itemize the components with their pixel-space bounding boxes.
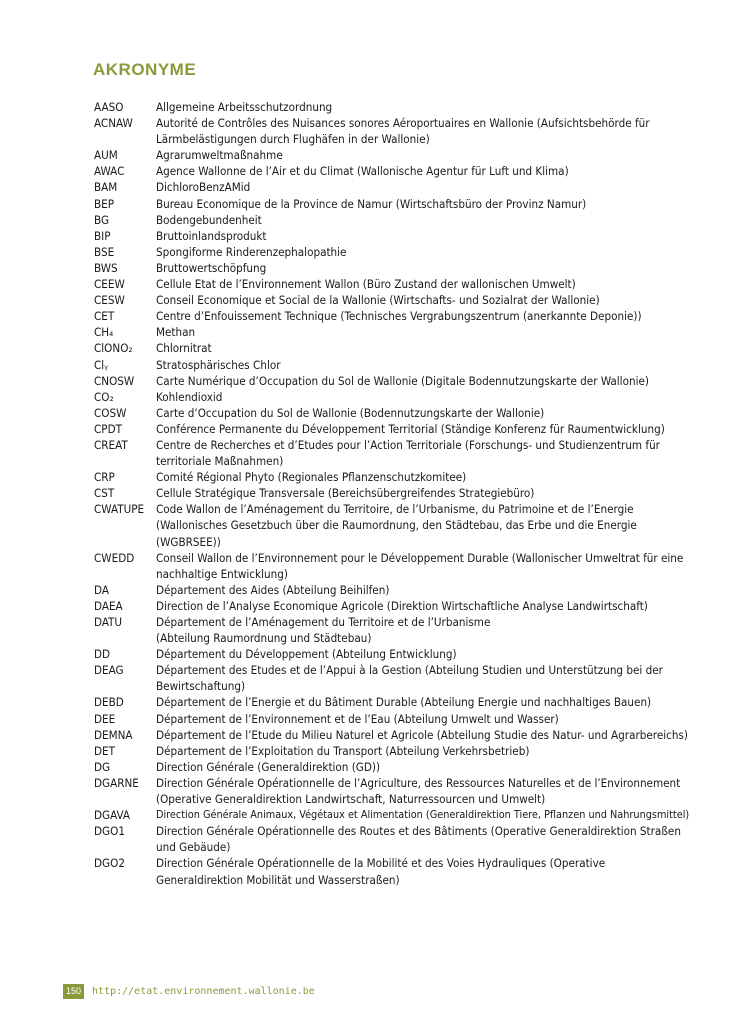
acronym-abbreviation: CH₄ (94, 325, 114, 340)
acronym-abbreviation: BEP (94, 196, 115, 211)
acronym-definition: Chlornitrat (156, 341, 212, 356)
page-footer (63, 984, 315, 999)
acronym-row (94, 550, 694, 582)
acronym-row (94, 228, 694, 244)
acronym-definition: Comité Régional Phyto (Regionales Pflanzenschutzkomitee) (156, 470, 467, 485)
acronym-abbreviation: DAEA (94, 598, 123, 613)
acronym-row (94, 115, 694, 147)
acronym-abbreviation: CPDT (94, 421, 122, 436)
acronym-definition: Centre de Recherches et d’Etudes pour l’Action Territoriale (Forschungs- und Studienzentrum für territoriale Maßnahmen) (156, 437, 660, 469)
acronym-abbreviation: CST (94, 486, 115, 501)
acronym-abbreviation: CO₂ (94, 389, 114, 404)
acronym-row (94, 244, 694, 260)
acronym-abbreviation: Clᵧ (94, 357, 109, 372)
acronym-row (94, 646, 694, 662)
acronym-definition: Bodengebundenheit (156, 212, 262, 227)
acronym-row (94, 759, 694, 775)
acronym-abbreviation: DA (94, 582, 109, 597)
acronym-abbreviation: DGARNE (94, 775, 139, 790)
acronym-abbreviation: CREAT (94, 437, 128, 452)
acronym-abbreviation: BG (94, 212, 110, 227)
acronym-row (94, 373, 694, 389)
acronym-row (94, 421, 694, 437)
acronym-definition: Bureau Economique de la Province de Namur (Wirtschaftsbüro der Provinz Namur) (156, 196, 587, 211)
acronym-definition: Cellule Stratégique Transversale (Bereichsübergreifendes Strategiebüro) (156, 486, 535, 501)
page-number: 150 (63, 984, 84, 999)
acronym-row (94, 614, 694, 646)
acronym-abbreviation: DGO2 (94, 856, 125, 871)
acronym-abbreviation: BAM (94, 180, 118, 195)
acronym-definition: Autorité de Contrôles des Nuisances sonores Aéroportuaires en Wallonie (Aufsichtsbehörde für Lärmbelästigungen durch Flughäfen in der Wallonie) (156, 116, 650, 147)
acronym-row (94, 807, 694, 823)
acronym-definition: Département de l’Aménagement du Territoire et de l’Urbanisme (Abteilung Raumordnung und Städtebau) (156, 615, 491, 646)
acronym-row (94, 694, 694, 710)
acronym-definition: Methan (156, 325, 196, 340)
acronym-row (94, 179, 694, 195)
acronym-row (94, 469, 694, 485)
acronym-definition: Spongiforme Rinderenzephalopathie (156, 244, 347, 259)
acronym-abbreviation: DG (94, 759, 111, 774)
acronym-list (94, 99, 694, 888)
acronym-row (94, 711, 694, 727)
acronym-definition: Département de l’Energie et du Bâtiment Durable (Abteilung Energie und nachhaltiges Bauen) (156, 695, 652, 710)
acronym-abbreviation: AWAC (94, 164, 125, 179)
acronym-abbreviation: AASO (94, 100, 124, 114)
acronym-row (94, 743, 694, 759)
acronym-row (94, 662, 694, 694)
acronym-row (94, 357, 694, 373)
acronym-row (94, 855, 694, 887)
acronym-abbreviation: BWS (94, 260, 118, 275)
acronym-row (94, 99, 694, 115)
acronym-definition: Carte Numérique d’Occupation du Sol de Wallonie (Digitale Bodennutzungskarte der Wallonie) (156, 373, 649, 388)
acronym-row (94, 727, 694, 743)
acronym-definition: Département des Aides (Abteilung Beihilfen) (156, 582, 390, 597)
acronym-abbreviation: DEMNA (94, 727, 133, 742)
acronym-abbreviation: DGO1 (94, 824, 125, 839)
acronym-abbreviation: DATU (94, 615, 123, 629)
acronym-abbreviation: CESW (94, 293, 125, 308)
acronym-abbreviation: BIP (94, 228, 111, 243)
acronym-row (94, 437, 694, 469)
acronym-row (94, 823, 694, 855)
acronym-row (94, 501, 694, 549)
acronym-definition: Conseil Wallon de l’Environnement pour le Développement Durable (Wallonischer Umweltrat für eine nachhaltige Entwicklung) (156, 550, 684, 581)
acronym-definition: Conférence Permanente du Développement Territorial (Ständige Konferenz für Raumentwicklung) (156, 421, 665, 436)
acronym-abbreviation: COSW (94, 405, 127, 420)
acronym-row (94, 163, 694, 179)
acronym-definition: Bruttowertschöpfung (156, 260, 267, 275)
acronym-abbreviation: CNOSW (94, 373, 135, 388)
acronym-abbreviation: BSE (94, 244, 115, 259)
acronym-row (94, 324, 694, 340)
acronym-definition: Bruttoinlandsprodukt (156, 228, 267, 243)
acronym-definition: Direction de l’Analyse Economique Agricole (Direktion Wirtschaftliche Analyse Landwirtschaft) (156, 598, 648, 613)
acronym-row (94, 196, 694, 212)
acronym-definition: Département de l’Etude du Milieu Naturel et Agricole (Abteilung Studie des Natur- und Agrarbereichs) (156, 727, 688, 742)
page-title: AKRONYME (93, 60, 197, 79)
acronym-abbreviation: CWEDD (94, 550, 135, 565)
acronym-definition: DichloroBenzAMid (156, 180, 251, 195)
acronym-definition: Kohlendioxid (156, 389, 223, 404)
acronym-definition: Carte d’Occupation du Sol de Wallonie (Bodennutzungskarte der Wallonie) (156, 405, 545, 420)
acronym-abbreviation: ACNAW (94, 116, 133, 131)
acronym-definition: Direction Générale (Generaldirektion (GD)) (156, 759, 381, 774)
acronym-definition: Centre d’Enfouissement Technique (Technisches Vergrabungszentrum (anerkannte Deponie)) (156, 309, 642, 324)
acronym-row (94, 308, 694, 324)
acronym-abbreviation: CET (94, 309, 115, 324)
acronym-row (94, 389, 694, 405)
acronym-abbreviation: DEBD (94, 695, 124, 710)
acronym-abbreviation: DEE (94, 711, 116, 726)
acronym-row (94, 212, 694, 228)
acronym-row (94, 292, 694, 308)
acronym-row (94, 485, 694, 501)
acronym-definition: Agrarumweltmaßnahme (156, 148, 283, 163)
acronym-row (94, 598, 694, 614)
acronym-definition: Agence Wallonne de l’Air et du Climat (Wallonische Agentur für Luft und Klima) (156, 164, 569, 179)
acronym-definition: Département des Etudes et de l’Appui à la Gestion (Abteilung Studien und Unterstützung bei der Bewirtschaftung) (156, 663, 663, 694)
acronym-definition: Direction Générale Opérationnelle des Routes et des Bâtiments (Operative Generaldirektion Straßen und Gebäude) (156, 824, 681, 855)
acronym-row (94, 775, 694, 807)
acronym-definition: Conseil Economique et Social de la Wallonie (Wirtschafts- und Sozialrat der Wallonie) (156, 293, 600, 308)
acronym-row (94, 260, 694, 276)
acronym-row (94, 582, 694, 598)
acronym-definition: Département de l’Environnement et de l’Eau (Abteilung Umwelt und Wasser) (156, 711, 559, 726)
acronym-abbreviation: DET (94, 743, 115, 758)
acronym-definition: Direction Générale Opérationnelle de l’Agriculture, des Ressources Naturelles et de l’Environnement (Operative Generaldirektion Landwirtschaft, Naturressourcen und Umwelt) (156, 775, 681, 807)
acronym-abbreviation: DD (94, 647, 111, 662)
acronym-abbreviation: CEEW (94, 277, 125, 292)
acronym-row (94, 340, 694, 356)
acronym-abbreviation: DEAG (94, 663, 124, 678)
acronym-abbreviation: DGAVA (94, 808, 131, 823)
acronym-row (94, 276, 694, 292)
acronym-definition: Code Wallon de l’Aménagement du Territoire, de l’Urbanisme, du Patrimoine et de l’Energie (Wallonisches Gesetzbuch über die Raumordnung, den Städtebau, das Erbe und die Energie (WGBRSEE)) (156, 502, 637, 549)
acronym-definition: Allgemeine Arbeitsschutzordnung (156, 100, 333, 114)
acronym-row (94, 405, 694, 421)
acronym-definition: Département du Développement (Abteilung Entwicklung) (156, 647, 457, 662)
acronym-abbreviation: ClONO₂ (94, 341, 133, 356)
acronym-abbreviation: AUM (94, 148, 118, 163)
acronym-abbreviation: CWATUPE (94, 502, 145, 517)
acronym-abbreviation: CRP (94, 470, 115, 485)
acronym-definition: Stratosphärisches Chlor (156, 357, 281, 372)
acronym-row (94, 147, 694, 163)
acronym-definition: Direction Générale Opérationnelle de la Mobilité et des Voies Hydrauliques (Operative Generaldirektion Mobilität und Wasserstraßen) (156, 856, 606, 887)
acronym-definition: Département de l’Exploitation du Transport (Abteilung Verkehrsbetrieb) (156, 743, 530, 758)
acronym-definition: Cellule Etat de l’Environnement Wallon (Büro Zustand der wallonischen Umwelt) (156, 277, 576, 292)
footer-url-link[interactable]: http://etat.environnement.wallonie.be (92, 986, 315, 997)
acronym-definition: Direction Générale Animaux, Végétaux et Alimentation (Generaldirektion Tiere, Pflanzen und Nahrungsmittel) (156, 808, 690, 822)
